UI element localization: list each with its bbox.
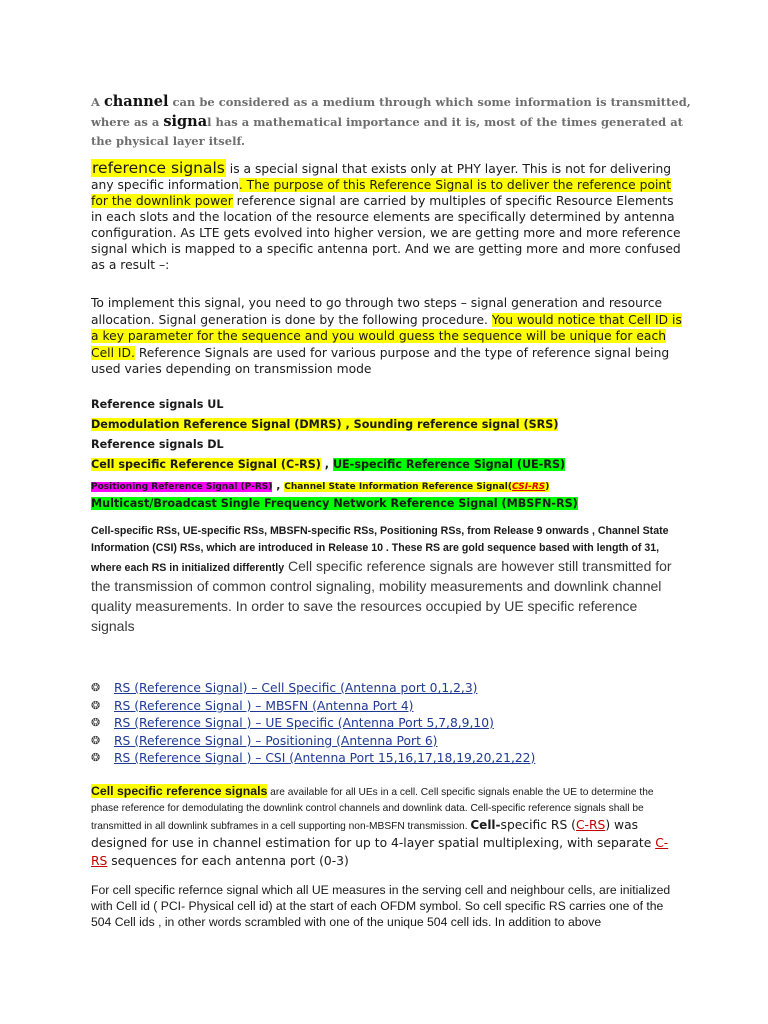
intro-text-1: can be considered as a medium through which some information is transmitted, where as a [91, 95, 691, 129]
signal-word: signa [163, 113, 208, 130]
ul-types-highlight: Demodulation Reference Signal (DMRS) , Sounding reference signal (SRS) [91, 418, 559, 431]
crs-label: Cell specific Reference Signal (C-RS) [91, 458, 321, 471]
uers-label: UE-specific Reference Signal (UE-RS) [332, 458, 566, 471]
ul-title: Reference signals UL [91, 398, 224, 411]
intro-a: A [91, 95, 104, 109]
cell-specific-heading: Cell specific reference signals [91, 784, 268, 798]
dl-types-row-2 [91, 479, 549, 492]
channel-word: channel [103, 93, 169, 110]
mbsfn-label: Multicast/Broadcast Single Frequency Network Reference Signal (MBSFN-RS) [91, 497, 578, 510]
bullet-icon: ❂ [91, 681, 101, 694]
rs-link-cell-specific[interactable]: RS (Reference Signal) – Cell Specific (Antenna port 0,1,2,3) [114, 681, 478, 695]
para1-highlight: . The purpose of this Reference Signal is to deliver the reference point for the downlink power [91, 178, 672, 208]
bullet-icon: ❂ [91, 698, 101, 712]
rs-link-positioning[interactable]: RS (Reference Signal ) – Positioning (Antenna Port 6) [114, 733, 438, 748]
ul-types [91, 418, 558, 431]
para4-text-2c: sequences for each antenna port (0-3) [107, 854, 349, 868]
prs-label: Positioning Reference Signal (P-RS) [91, 482, 273, 492]
mbsfn-row [91, 497, 578, 510]
implementation-paragraph [91, 295, 683, 378]
rs-link-mbsfn[interactable]: RS (Reference Signal ) – MBSFN (Antenna Port 4) [114, 698, 414, 713]
csi-close: ) [545, 482, 550, 492]
dl-title: Reference signals DL [91, 438, 224, 451]
para2-highlight: You would notice that Cell ID is a key parameter for the sequence and you would guess the sequence will be unique for each Cell ID. [91, 312, 682, 360]
para1-text-1: is a special signal that exists only at PHY layer. This is not for delivering any specific information [91, 162, 672, 192]
crs-link[interactable]: C-RS [91, 836, 669, 868]
intro-paragraph [91, 92, 691, 151]
rs-link-ue-specific[interactable]: RS (Reference Signal ) – UE Specific (Antenna Port 5,7,8,9,10) [114, 716, 494, 730]
csi-rs-link[interactable]: CSI-RS [511, 482, 546, 492]
para3-bold: Cell-specific RSs, UE-specific RSs, MBSFN-specific RSs, Positioning RSs, from Release 9 onwards , Channel State Information (CSI) RSs, which are introduced in Release 10 . These RS are gold sequence based with length of 31, where each RS in initialized differently [91, 525, 669, 574]
rs-link-csi[interactable]: RS (Reference Signal ) – CSI (Antenna Port 15,16,17,18,19,20,21,22) [114, 751, 536, 765]
cell-id-paragraph: For cell specific refernce signal which all UE measures in the serving cell and neighbour cells, are initialized with Cell id ( PCI- Physical cell id) at the start of each OFDM symbol. So cell specific RS carries one of the 504 Cell ids , in other words scrambled with one of the unique 504 cell ids. In addition to above [91, 883, 671, 929]
bullet-icon: ❂ [91, 751, 101, 764]
bullet-icon: ❂ [91, 733, 101, 747]
csi-label-text: Channel State Information Reference Signal( [284, 482, 512, 492]
para2-text-2: Reference Signals are used for various purpose and the type of reference signal being used varies depending on transmission mode [91, 345, 670, 376]
para1-text-2: reference signal are carried by multiples of specific Resource Elements in each slots and the location of the resource elements are specifically determined by antenna configuration. As LTE gets evolved into higher version, we are getting more and more reference signal which is mapped to a specific antenna port. And we are getting more and more confused as a result –: [91, 194, 681, 272]
dl-types-row-1 [91, 458, 565, 471]
reference-signals-heading: reference signals [92, 159, 225, 177]
reference-signals-paragraph [91, 160, 683, 273]
bullet-icon: ❂ [91, 716, 101, 729]
intro-text-2: l has a mathematical importance and it is, most of the times generated at the physical layer itself. [91, 115, 683, 148]
para4-bold-tail: Cell- [470, 818, 501, 832]
csi-label [284, 482, 549, 492]
para4-text-1: are available for all UEs in a cell. Cell specific signals enable the UE to determine the phase reference for demodulating the downlink control channels and downlink data. Cell-specific reference signals shall be transmitted in all downlink subframes in a cell supporting non-MBSFN transmission. [91, 787, 654, 832]
para3-light: Cell specific reference signals are however still transmitted for the transmission of common control signaling, mobility measurements and downlink channel quality measurements. In order to save the resources occupied by UE specific reference signals [91, 558, 672, 634]
crs-link[interactable]: C-RS [575, 818, 606, 832]
para2-text-1: To implement this signal, you need to go through two steps – signal generation and resource allocation. Signal generation is done by the following procedure. [91, 296, 663, 327]
separator: , [272, 479, 285, 492]
para4-text-2b: ) was designed for use in channel estimation for up to 4-layer spatial multiplexing, with separate [91, 818, 656, 850]
release-paragraph [91, 523, 683, 637]
para4-text-2a: specific RS ( [500, 818, 576, 832]
separator: , [320, 458, 333, 471]
cell-specific-paragraph [91, 783, 683, 871]
